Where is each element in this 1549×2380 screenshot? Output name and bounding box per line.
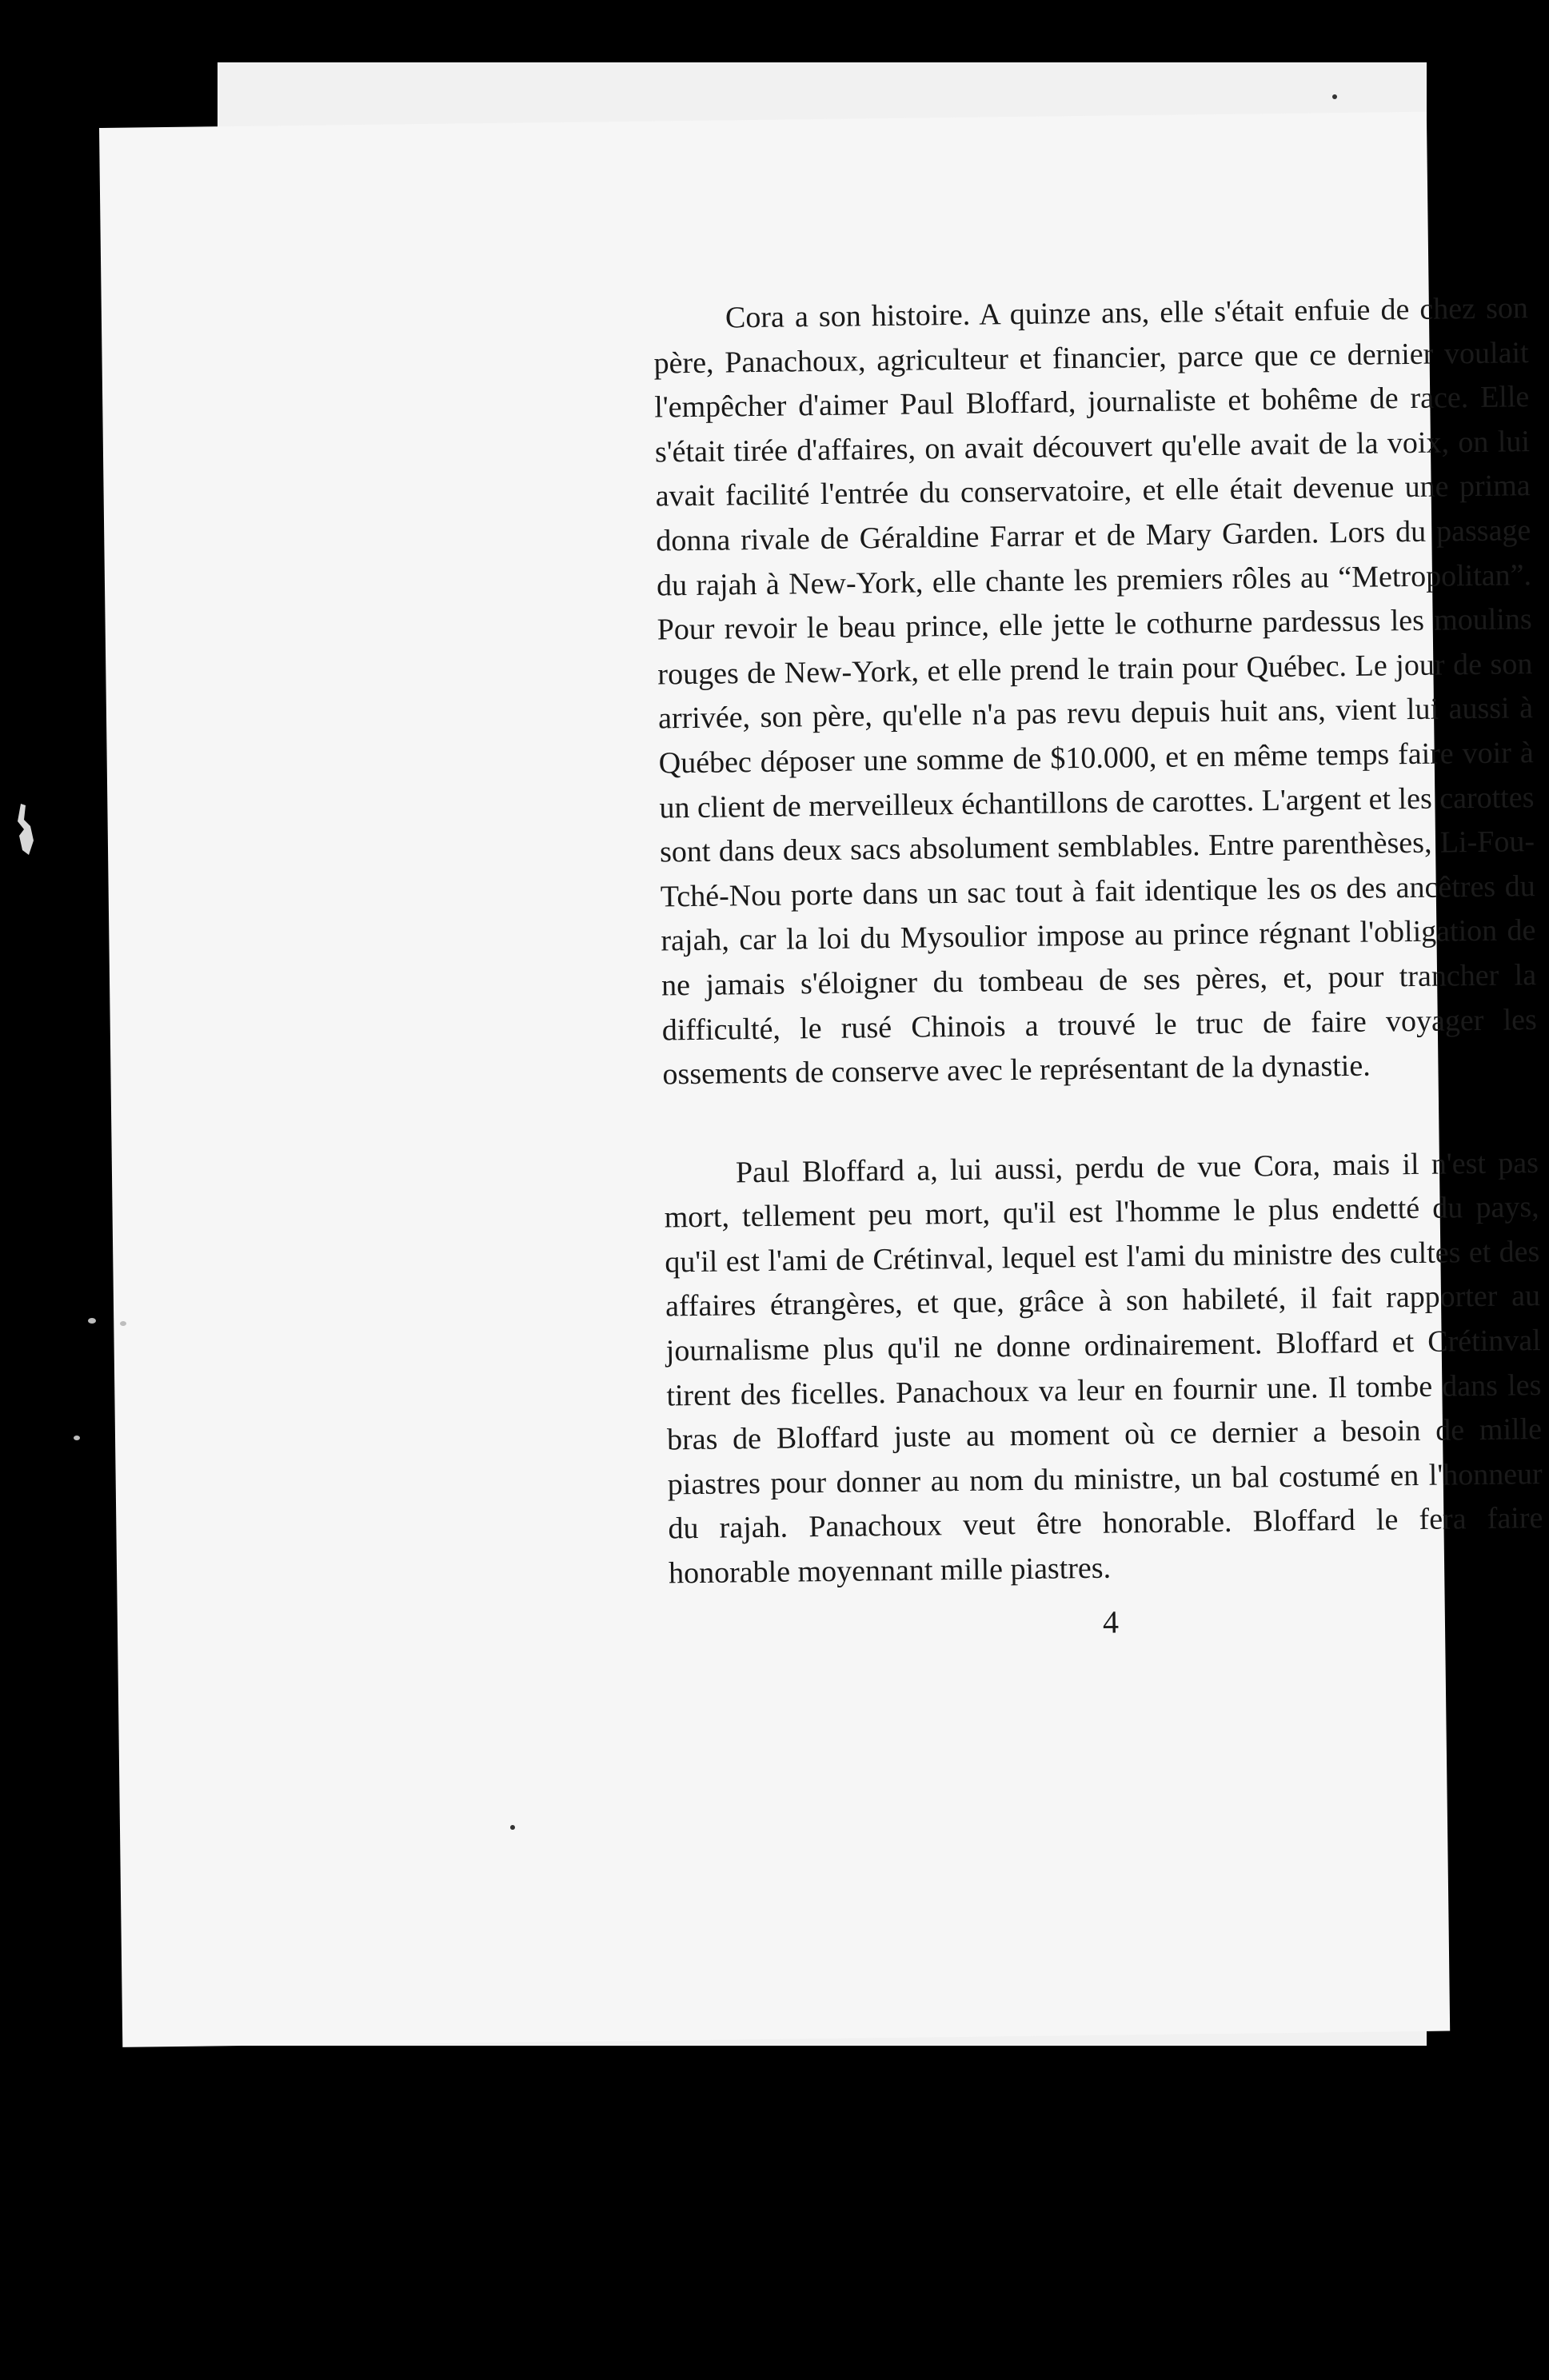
scan-speck bbox=[74, 1436, 80, 1440]
scan-margin-mark bbox=[14, 802, 37, 858]
paragraph-1: Cora a son histoire. A quinze ans, elle s'était enfuie de chez son père, Panachoux, agriculteur et financier, parce que ce dernier voulait l'empêcher d'aimer Paul Bloffard, journaliste et bohême de race. Elle s'était tirée d'affaires, on avait découvert qu'elle avait de la voix, on lui avait facilité l'entrée du conservatoire, et elle était devenue une prima donna rivale de Géraldine Farrar et de Mary Garden. Lors du passage du rajah à New-York, elle chante les premiers rôles au “Metropolitan”. Pour revoir le beau prince, elle jette le cothurne pardessus les moulins rouges de New-York, et elle prend le train pour Québec. Le jour de son arrivée, son père, qu'elle n'a pas revu depuis huit ans, vient lui aussi à Québec déposer une somme de $10.000, et en même temps faire voir à un client de merveilleux échantillons de carottes. L'argent et les carottes sont dans deux sacs absolument semblables. Entre parenthèses, Li-Fou-Tché-Nou porte dans un sac tout à fait identique les os des ancêtres du rajah, car la loi du Mysoulior impose au prince régnant l'obligation de ne jamais s'éloigner du tombeau de ses pères, et, pour trancher la difficulté, le rusé Chinois a trouvé le truc de faire voyager les ossements de conserve avec le représentant de la dynastie. bbox=[653, 291, 1538, 1092]
page-number: 4 bbox=[1102, 1603, 1120, 1640]
scan-speck bbox=[88, 1318, 96, 1324]
document-page bbox=[99, 112, 1543, 2047]
paragraph-2: Paul Bloffard a, lui aussi, perdu de vue Cora, mais il n'est pas mort, tellement peu mort, qu'il est l'homme le plus endetté du pays, qu'il est l'ami de Crétinval, lequel est l'ami du ministre des cultes et des affaires étrangères, et que, grâce à son habileté, il fait rapporter au journalisme plus qu'il ne donne ordinairement. Bloffard et Crétinval tirent des ficelles. Panachoux va leur en fournir une. Il tombe dans les bras de Bloffard juste au moment où ce dernier a besoin de mille piastres pour donner au nom du ministre, un bal costumé en l'honneur du rajah. Panachoux veut être honorable. Bloffard le fera faire honorable moyennant mille piastres. bbox=[664, 1145, 1543, 1591]
scan-dot bbox=[1332, 94, 1337, 99]
scan-dot bbox=[510, 1825, 515, 1830]
body-text bbox=[653, 286, 1544, 1596]
scan-speck bbox=[120, 1321, 126, 1326]
